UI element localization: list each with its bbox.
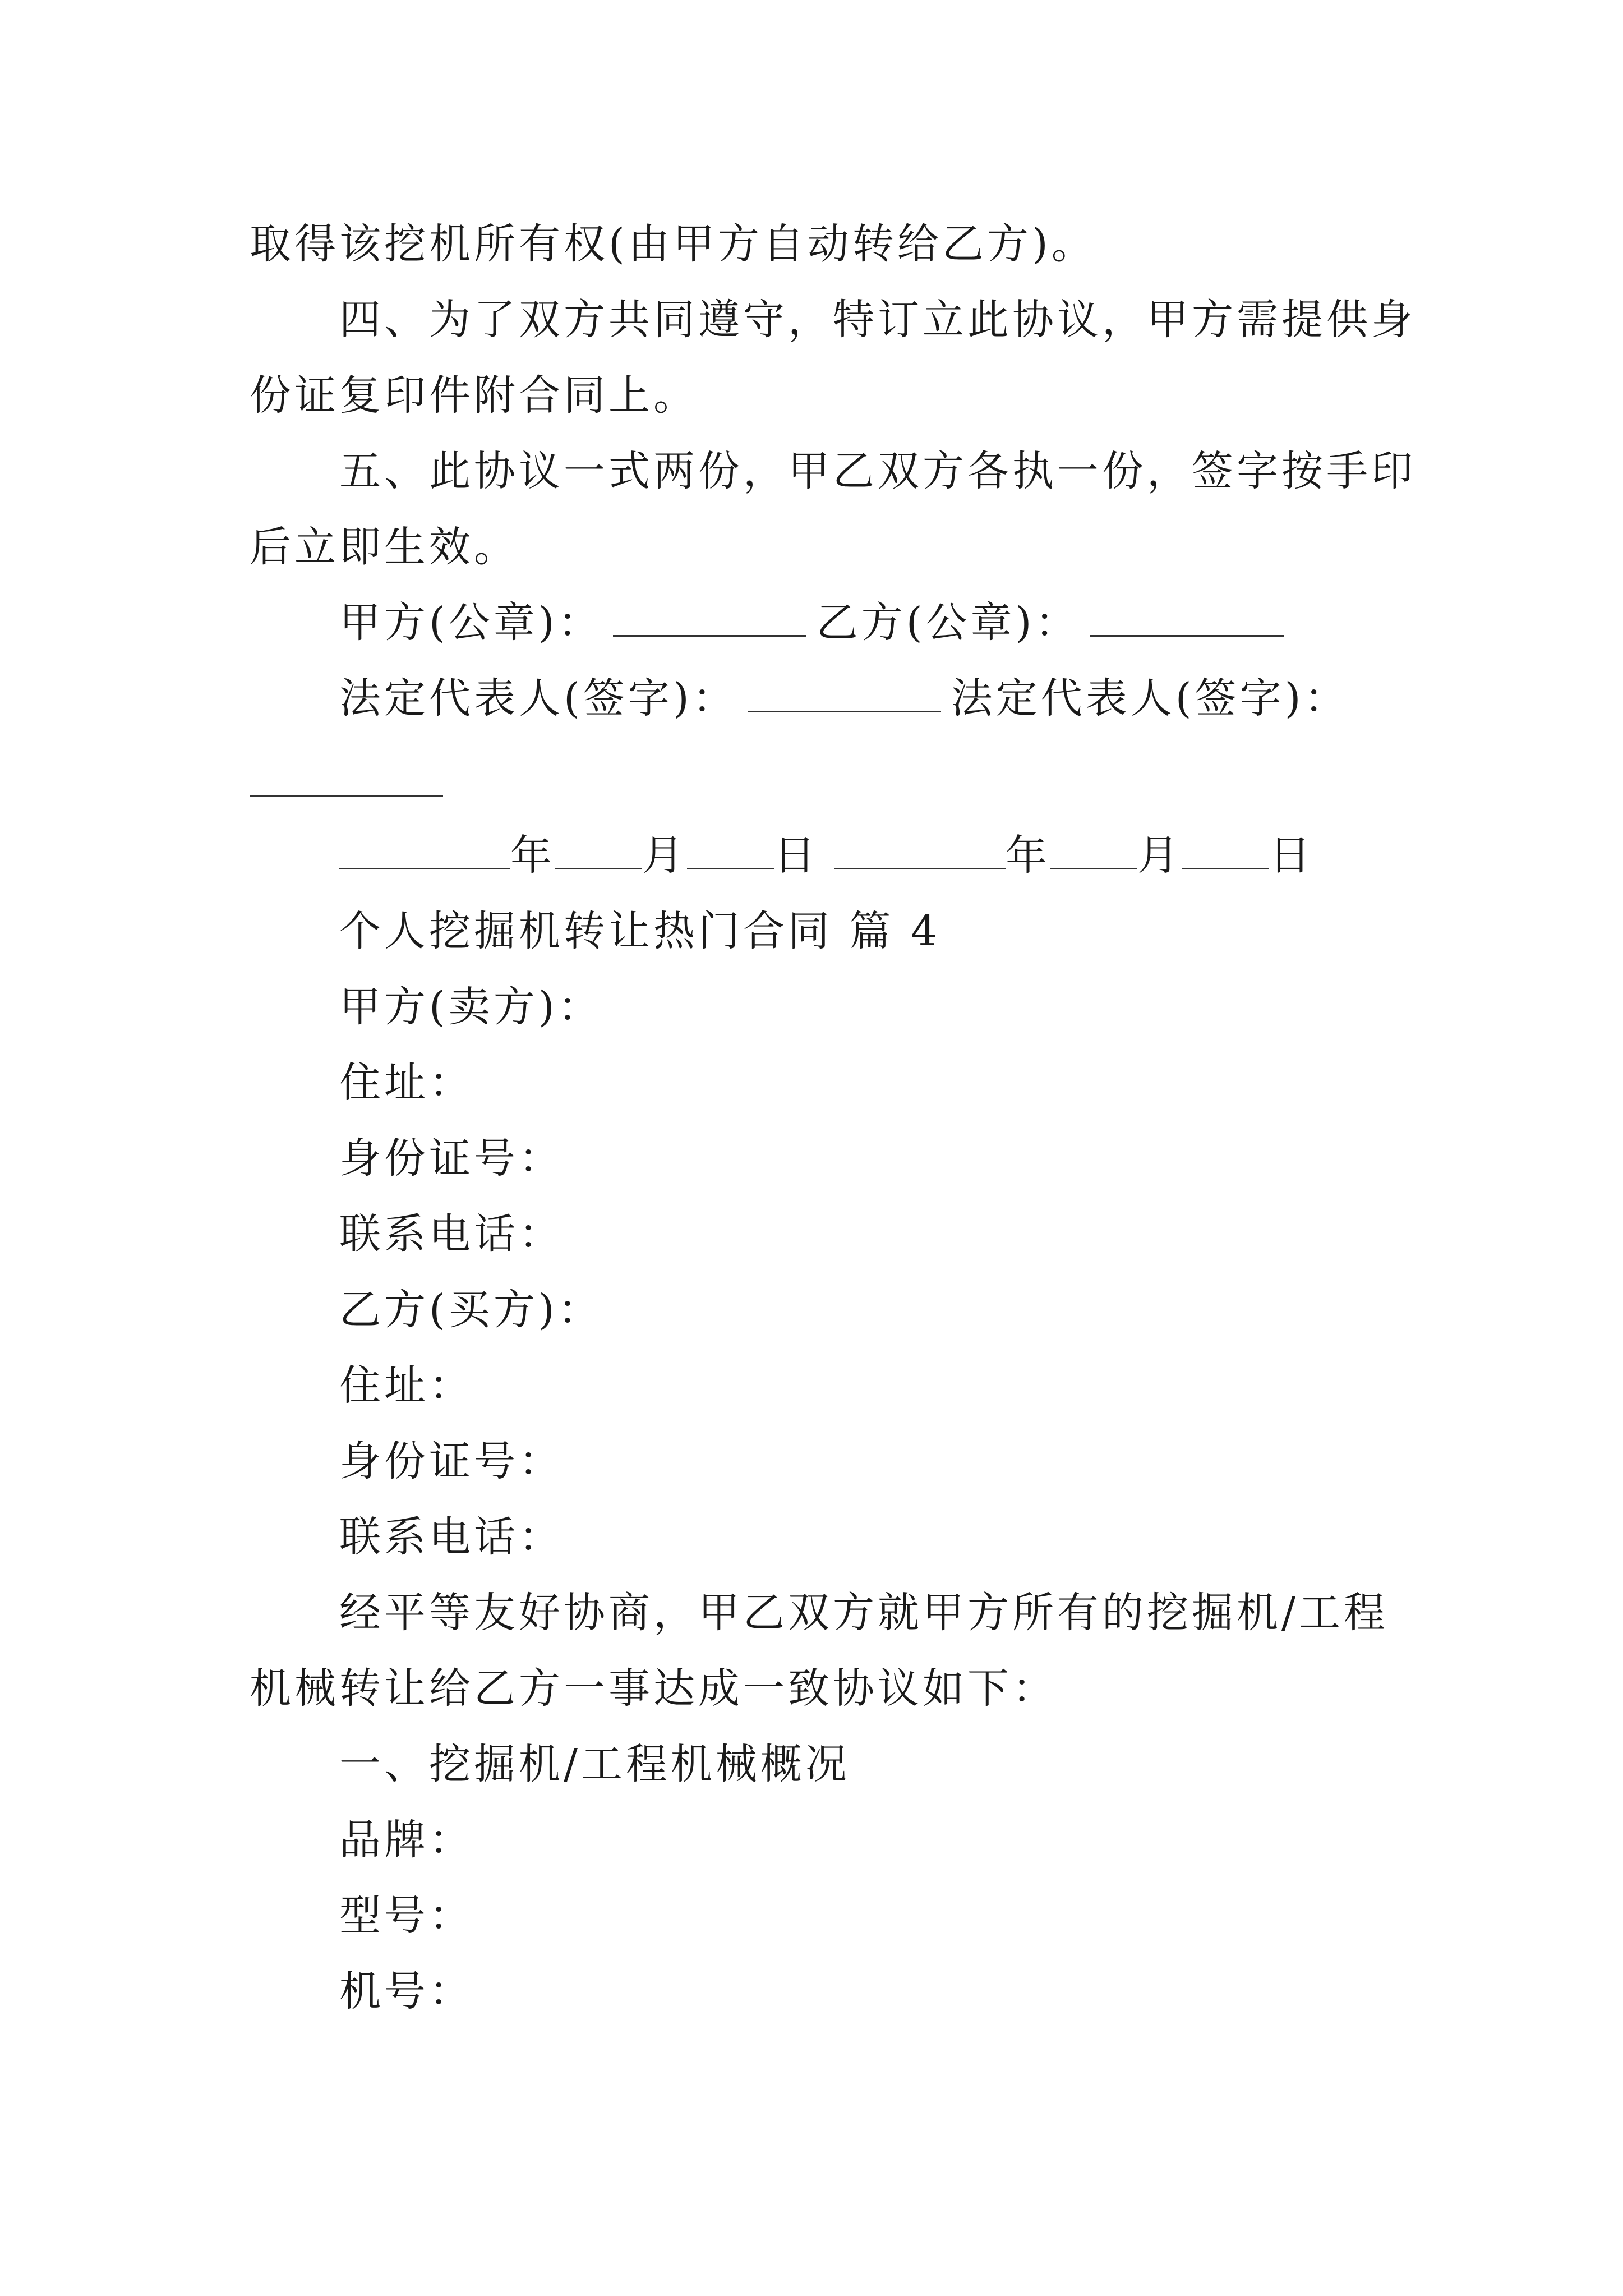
clause-four-line1: 四、为了双方共同遵守，特订立此协议，甲方需提供身 <box>339 296 1416 344</box>
clause-five-line1: 五、此协议一式两份，甲乙双方各执一份，签字按手印 <box>339 447 1416 495</box>
date-b-day-label: 日 <box>1269 831 1314 880</box>
seller-address-label: 住址： <box>339 1059 474 1107</box>
rep-a-blank <box>748 670 941 712</box>
party-a-seal-label: 甲方(公章)： <box>339 599 603 647</box>
seal-signature-row <box>339 595 1294 651</box>
date-b-day-blank <box>1182 827 1269 869</box>
party-b-seal-blank <box>1090 595 1284 637</box>
buyer-phone-label: 联系电话： <box>339 1513 564 1561</box>
machine-number-label: 机号： <box>339 1967 474 2016</box>
party-b-seal-label: 乙方(公章)： <box>816 599 1080 647</box>
date-b-month-label: 月 <box>1137 831 1182 880</box>
buyer-label: 乙方(买方)： <box>339 1286 603 1334</box>
party-a-seal-blank <box>613 595 806 637</box>
clause-five-line2: 后立即生效。 <box>250 523 519 571</box>
intro-line2: 机械转让给乙方一事达成一致协议如下： <box>250 1664 1057 1713</box>
representative-signature-row <box>339 670 1349 726</box>
date-b-month-blank <box>1050 827 1137 869</box>
clause-four-line2: 份证复印件附合同上。 <box>250 371 698 420</box>
brand-label: 品牌： <box>339 1816 474 1864</box>
date-a-month-blank <box>555 827 642 869</box>
seller-phone-label: 联系电话： <box>339 1210 564 1258</box>
date-a-year-label: 年 <box>510 831 555 880</box>
date-a-year-blank <box>339 827 510 869</box>
rep-b-blank <box>250 795 443 797</box>
paragraph-ownership: 取得该挖机所有权(由甲方自动转给乙方)。 <box>250 220 1096 268</box>
intro-line1: 经平等友好协商，甲乙双方就甲方所有的挖掘机/工程 <box>339 1589 1389 1637</box>
date-row <box>339 827 1314 884</box>
section-one-heading: 一、挖掘机/工程机械概况 <box>339 1740 850 1788</box>
date-a-month-label: 月 <box>642 831 687 880</box>
rep-a-label: 法定代表人(签字)： <box>339 674 737 723</box>
date-b-year-label: 年 <box>1006 831 1050 880</box>
seller-label: 甲方(卖方)： <box>339 983 603 1031</box>
model-label: 型号： <box>339 1892 474 1940</box>
buyer-address-label: 住址： <box>339 1361 474 1410</box>
buyer-id-label: 身份证号： <box>339 1437 564 1485</box>
seller-id-label: 身份证号： <box>339 1134 564 1182</box>
date-a-day-label: 日 <box>774 831 819 880</box>
date-a-day-blank <box>687 827 774 869</box>
rep-b-label: 法定代表人(签字)： <box>951 674 1349 723</box>
contract-title: 个人挖掘机转让热门合同 篇 4 <box>339 907 941 955</box>
date-b-year-blank <box>834 827 1006 869</box>
